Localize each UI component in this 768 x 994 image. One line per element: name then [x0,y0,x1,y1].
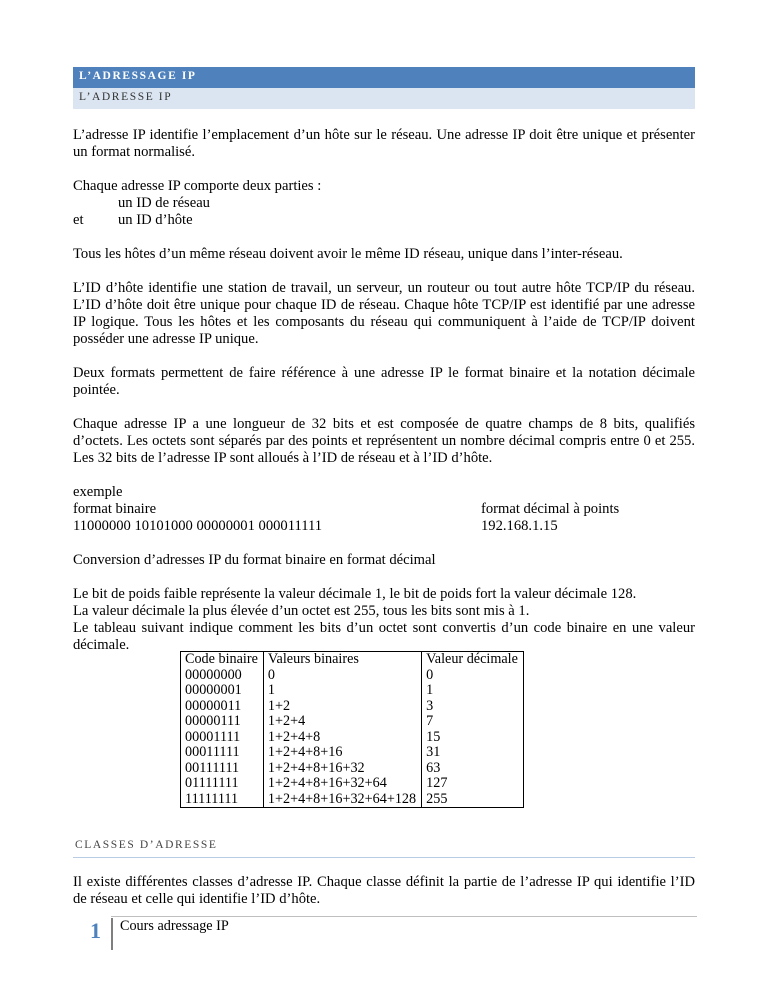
paragraph-host-id: L’ID d’hôte identifie une station de travail, un serveur, un routeur ou tout autre hôte TCP/IP du réseau. L’ID d’hôte doit être unique pour chaque ID de réseau. Chaque hôte TCP/IP est identifié par une adresse IP logique. Tous les hôtes et les composants du réseau qui communiquent à l’aide de TCP/IP doivent posséder une adresse IP unique. [73,280,695,347]
table-cell: 1 [263,683,421,699]
page-number: 1 [90,918,101,943]
classes-heading: CLASSES D’ADRESSE [75,839,218,851]
table-cell: 1+2 [263,699,421,715]
section-banner [73,67,695,88]
table-cell: 00000011 [181,699,264,715]
classes-heading-bar [73,836,695,858]
table-cell: 31 [422,745,524,761]
table-cell: 3 [422,699,524,715]
table-cell: 1+2+4+8+16 [263,745,421,761]
table-cell: 63 [422,761,524,777]
table-row [181,668,524,684]
conversion-title: Conversion d’adresses IP du format binaire en format décimal [73,552,436,568]
decimal-format-label: format décimal à points [481,501,620,517]
table-row [181,730,524,746]
table-cell: 1 [422,683,524,699]
table-row [181,714,524,730]
table-row [181,776,524,792]
footer-divider [111,916,697,917]
paragraph-octets: Chaque adresse IP a une longueur de 32 bits et est composée de quatre champs de 8 bits, qualifiés d’octets. Les octets sont séparés par des points et représentent un nombre décimal compris entre 0 et 255. Les 32 bits de l’adresse IP sont alloués à l’ID de réseau et à l’ID d’hôte. [73,416,695,466]
table-header-cell: Valeur décimale [422,652,524,668]
table-cell: 1+2+4+8+16+32 [263,761,421,777]
table-cell: 127 [422,776,524,792]
table-cell: 7 [422,714,524,730]
paragraph-classes: Il existe différentes classes d’adresse IP. Chaque classe définit la partie de l’adresse IP qui identifie l’ID de réseau et celle qui identifie l’ID d’hôte. [73,874,695,907]
paragraph-network-id: Tous les hôtes d’un même réseau doivent avoir le même ID réseau, unique dans l’inter-réseau. [73,246,623,262]
table-header-row [181,652,524,668]
table-row [181,745,524,761]
subsection-title: L’ADRESSE IP [79,91,173,103]
table-cell: 0 [263,668,421,684]
parts-intro: Chaque adresse IP comporte deux parties : [73,178,322,194]
table-cell: 1+2+4+8+16+32+64+128 [263,792,421,808]
binary-format-label: format binaire [73,501,157,517]
footer-title: Cours adressage IP [120,918,229,934]
table-cell: 1+2+4+8+16+32+64 [263,776,421,792]
section-title: L’ADRESSAGE IP [79,70,197,82]
parts-conjunction: et [73,212,84,228]
table-cell: 255 [422,792,524,808]
table-cell: 11111111 [181,792,264,808]
table-header-cell: Code binaire [181,652,264,668]
example-label: exemple [73,484,123,500]
table-row [181,792,524,808]
table-header-cell: Valeurs binaires [263,652,421,668]
footer-separator [111,918,113,950]
binary-conversion-table [180,651,524,808]
binary-format-value: 11000000 10101000 00000001 000011111 [73,518,323,534]
table-row [181,699,524,715]
table-row [181,761,524,777]
table-intro: Le tableau suivant indique comment les bits d’un octet sont convertis d’un code binaire en une valeur décimale. [73,620,695,653]
table-cell: 00000000 [181,668,264,684]
table-cell: 01111111 [181,776,264,792]
table-cell: 00000111 [181,714,264,730]
conversion-line-2: La valeur décimale la plus élevée d’un octet est 255, tous les bits sont mis à 1. [73,603,530,619]
decimal-format-value: 192.168.1.15 [481,518,558,534]
table-cell: 00111111 [181,761,264,777]
table-cell: 00000001 [181,683,264,699]
paragraph-intro: L’adresse IP identifie l’emplacement d’un hôte sur le réseau. Une adresse IP doit être unique et présenter un format normalisé. [73,127,695,160]
table-cell: 15 [422,730,524,746]
conversion-line-1: Le bit de poids faible représente la valeur décimale 1, le bit de poids fort la valeur décimale 128. [73,586,637,602]
table-cell: 00001111 [181,730,264,746]
table-cell: 00011111 [181,745,264,761]
parts-item-host: un ID d’hôte [118,212,193,228]
paragraph-formats: Deux formats permettent de faire référence à une adresse IP le format binaire et la notation décimale pointée. [73,365,695,398]
subsection-banner [73,88,695,109]
parts-item-network: un ID de réseau [118,195,210,211]
table-cell: 0 [422,668,524,684]
table-cell: 1+2+4 [263,714,421,730]
table-cell: 1+2+4+8 [263,730,421,746]
table-row [181,683,524,699]
